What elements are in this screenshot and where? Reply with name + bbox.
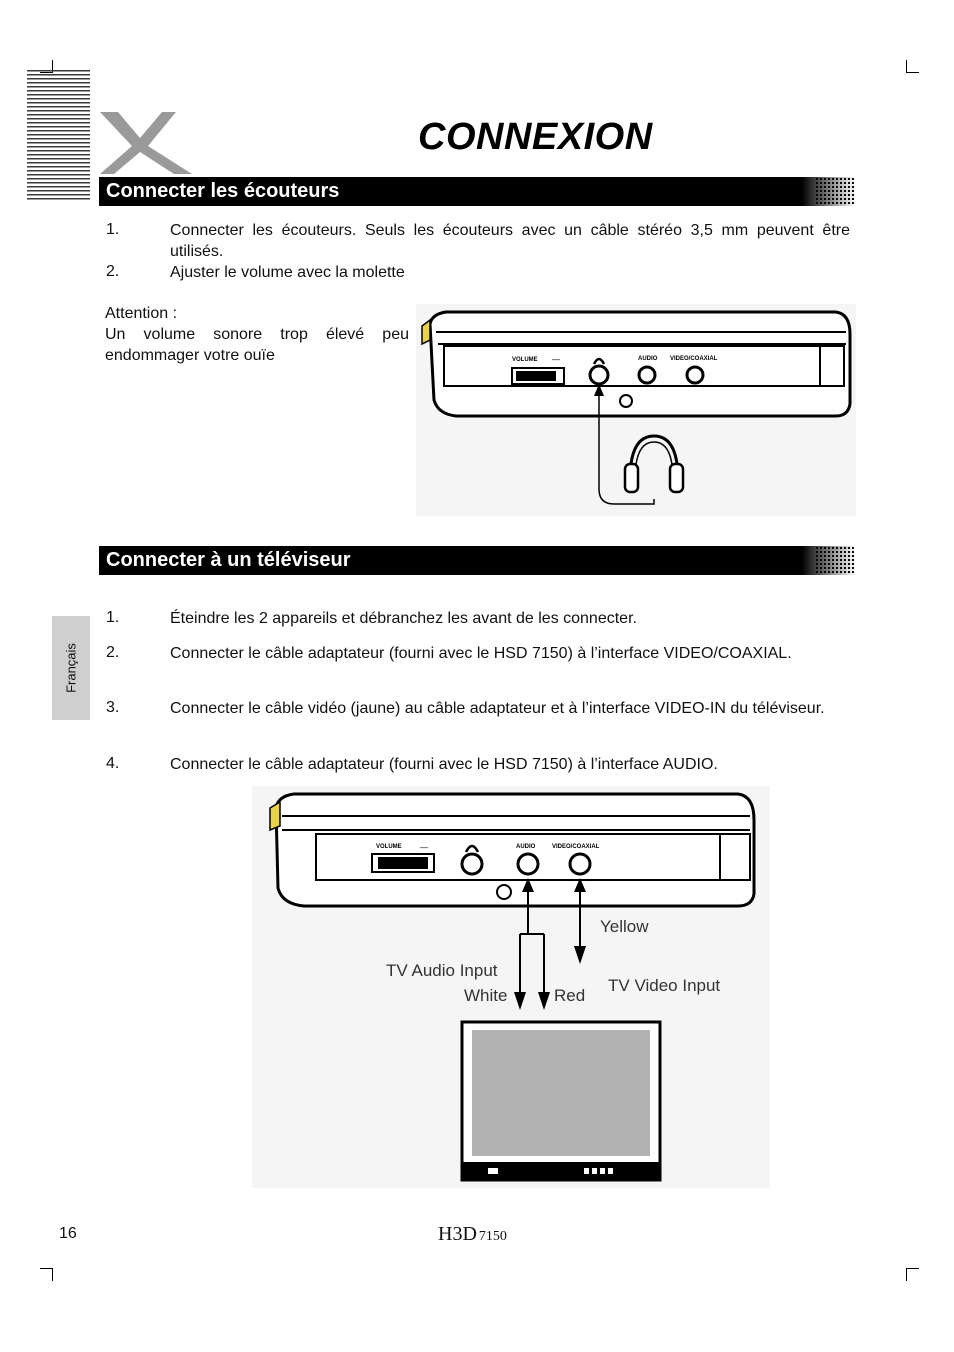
attention-note	[105, 303, 409, 366]
step-number: 2.	[106, 263, 120, 280]
header-stripes	[27, 70, 90, 200]
crop-mark-bottom-right	[906, 1268, 919, 1281]
red-label: Red	[554, 986, 586, 1005]
audio-port-label: AUDIO	[638, 356, 658, 362]
heading-dot-pattern	[815, 177, 855, 206]
headphone-jack	[462, 854, 482, 874]
white-label: White	[464, 986, 508, 1005]
video-port-label: VIDEO/COAXIAL	[670, 356, 718, 362]
language-tab	[52, 616, 90, 720]
power-jack	[497, 885, 511, 899]
section-heading: Connecter les écouteurs	[106, 180, 340, 202]
tv-connection-diagram	[252, 786, 770, 1188]
audio-port	[518, 854, 538, 874]
section-heading-bar	[99, 177, 855, 206]
step-text: Connecter le câble vidéo (jaune) au câble adaptateur et à l’interface VIDEO-IN du téléviseur.	[170, 700, 825, 717]
yellow-label: Yellow	[600, 917, 649, 936]
step-number: 3.	[106, 699, 120, 716]
step-number: 4.	[106, 755, 120, 772]
section-heading-bar	[99, 546, 855, 575]
audio-port-label: AUDIO	[516, 844, 536, 850]
step-number: 1.	[106, 609, 120, 626]
video-port-label: VIDEO/COAXIAL	[552, 844, 600, 850]
step-text: Connecter le câble adaptateur (fourni avec le HSD 7150) à l’interface AUDIO.	[170, 756, 718, 773]
attention-label: Attention :	[105, 305, 178, 322]
video-port	[687, 367, 703, 383]
tv-screen	[472, 1030, 650, 1156]
step-number: 2.	[106, 644, 120, 661]
television-icon	[462, 1022, 660, 1180]
step-number: 1.	[106, 221, 120, 238]
model-name: H3D	[438, 1223, 477, 1245]
tv-video-input-label: TV Video Input	[608, 976, 721, 995]
volume-port-label: VOLUME	[512, 357, 538, 363]
headphones-connection-diagram	[416, 304, 856, 516]
step-text: Éteindre les 2 appareils et débranchez les avant de les connecter.	[170, 610, 637, 627]
video-port	[570, 854, 590, 874]
svg-text:—: —	[420, 843, 428, 852]
power-jack	[620, 395, 632, 407]
crop-mark-bottom-left	[40, 1268, 53, 1281]
section-heading: Connecter à un téléviseur	[106, 549, 351, 571]
language-tab-label: Français	[63, 643, 79, 693]
model-number: 7150	[478, 1229, 507, 1244]
step-text: Connecter les écouteurs. Seuls les écouteurs avec un câble stéréo 3,5 mm peuvent être utilisés.	[170, 222, 850, 260]
page-title: CONNEXION	[418, 116, 653, 158]
footer-model	[438, 1223, 507, 1246]
heading-dot-pattern	[815, 546, 855, 575]
port-panel	[444, 346, 824, 386]
step-text: Connecter le câble adaptateur (fourni avec le HSD 7150) à l’interface VIDEO/COAXIAL.	[170, 645, 792, 662]
headphone-jack	[590, 366, 608, 384]
svg-text:—: —	[552, 355, 560, 364]
brand-logo-x	[96, 108, 196, 176]
step-text: Ajuster le volume avec la molette	[170, 264, 405, 281]
crop-mark-top-right	[906, 60, 919, 73]
audio-port	[639, 367, 655, 383]
attention-text: Un volume sonore trop élevé peu endommager votre ouïe	[105, 326, 409, 364]
tv-audio-input-label: TV Audio Input	[386, 961, 498, 980]
volume-port-label: VOLUME	[376, 844, 402, 850]
page-number: 16	[59, 1225, 77, 1242]
